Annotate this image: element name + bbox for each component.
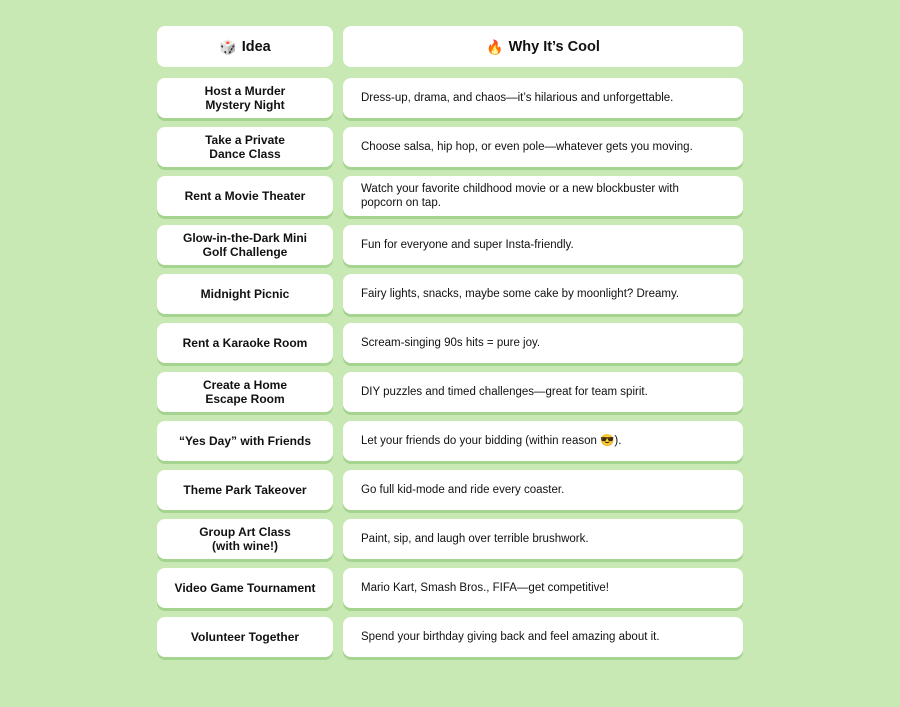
why-cell bbox=[343, 372, 743, 412]
why-cell bbox=[343, 421, 743, 461]
idea-text: Take a Private Dance Class bbox=[205, 133, 285, 161]
table-row bbox=[157, 323, 743, 363]
ideas-table bbox=[157, 26, 743, 666]
idea-text: Rent a Karaoke Room bbox=[182, 336, 308, 350]
idea-text: Video Game Tournament bbox=[174, 581, 316, 595]
why-text: Go full kid-mode and ride every coaster. bbox=[361, 484, 565, 496]
why-text: Dress-up, drama, and chaos—it’s hilarious and unforgettable. bbox=[361, 92, 674, 104]
why-cell bbox=[343, 225, 743, 265]
why-text: Paint, sip, and laugh over terrible brushwork. bbox=[361, 533, 589, 545]
table-row bbox=[157, 78, 743, 118]
why-text: Fairy lights, snacks, maybe some cake by moonlight? Dreamy. bbox=[361, 288, 680, 300]
why-text: Scream-singing 90s hits = pure joy. bbox=[361, 337, 541, 349]
idea-cell bbox=[157, 519, 333, 559]
why-cell bbox=[343, 519, 743, 559]
idea-text: Group Art Class (with wine!) bbox=[199, 525, 291, 553]
idea-cell bbox=[157, 225, 333, 265]
table-header bbox=[157, 26, 743, 67]
why-text: Let your friends do your bidding (within reason 😎). bbox=[361, 435, 622, 447]
why-text: DIY puzzles and timed challenges—great for team spirit. bbox=[361, 386, 648, 398]
why-cell bbox=[343, 127, 743, 167]
idea-cell bbox=[157, 568, 333, 608]
idea-text: Rent a Movie Theater bbox=[184, 189, 306, 203]
idea-cell bbox=[157, 470, 333, 510]
idea-text: Glow-in-the-Dark Mini Golf Challenge bbox=[183, 231, 307, 259]
why-cell bbox=[343, 568, 743, 608]
table-row bbox=[157, 519, 743, 559]
table-row bbox=[157, 127, 743, 167]
header-idea-label: Idea bbox=[241, 38, 271, 55]
fire-icon: 🔥 bbox=[486, 38, 504, 55]
idea-cell bbox=[157, 372, 333, 412]
why-cell bbox=[343, 470, 743, 510]
idea-text: Midnight Picnic bbox=[200, 287, 290, 301]
why-cell bbox=[343, 323, 743, 363]
why-text: Fun for everyone and super Insta-friendly. bbox=[361, 239, 574, 251]
idea-text: Volunteer Together bbox=[190, 630, 300, 644]
why-text: Watch your favorite childhood movie or a new blockbuster with popcorn on tap. bbox=[361, 183, 679, 209]
idea-cell bbox=[157, 176, 333, 216]
table-row bbox=[157, 568, 743, 608]
header-why bbox=[343, 26, 743, 67]
why-text: Spend your birthday giving back and feel amazing about it. bbox=[361, 631, 660, 643]
idea-text: Host a Murder Mystery Night bbox=[204, 84, 286, 112]
why-cell bbox=[343, 274, 743, 314]
idea-cell bbox=[157, 323, 333, 363]
header-idea bbox=[157, 26, 333, 67]
idea-text: Theme Park Takeover bbox=[183, 483, 307, 497]
why-text: Choose salsa, hip hop, or even pole—whatever gets you moving. bbox=[361, 141, 693, 153]
table-row bbox=[157, 470, 743, 510]
why-cell bbox=[343, 176, 743, 216]
idea-text: “Yes Day” with Friends bbox=[178, 434, 312, 448]
idea-cell bbox=[157, 127, 333, 167]
why-cell bbox=[343, 617, 743, 657]
table-row bbox=[157, 225, 743, 265]
idea-cell bbox=[157, 617, 333, 657]
idea-cell bbox=[157, 421, 333, 461]
table-row bbox=[157, 421, 743, 461]
idea-cell bbox=[157, 78, 333, 118]
idea-cell bbox=[157, 274, 333, 314]
why-text: Mario Kart, Smash Bros., FIFA—get competitive! bbox=[361, 582, 609, 594]
why-cell bbox=[343, 78, 743, 118]
header-why-label: Why It’s Cool bbox=[508, 38, 600, 55]
idea-text: Create a Home Escape Room bbox=[202, 378, 288, 406]
table-row bbox=[157, 274, 743, 314]
table-row bbox=[157, 176, 743, 216]
table-row bbox=[157, 617, 743, 657]
table-row bbox=[157, 372, 743, 412]
dice-icon: 🎲 bbox=[219, 38, 237, 55]
